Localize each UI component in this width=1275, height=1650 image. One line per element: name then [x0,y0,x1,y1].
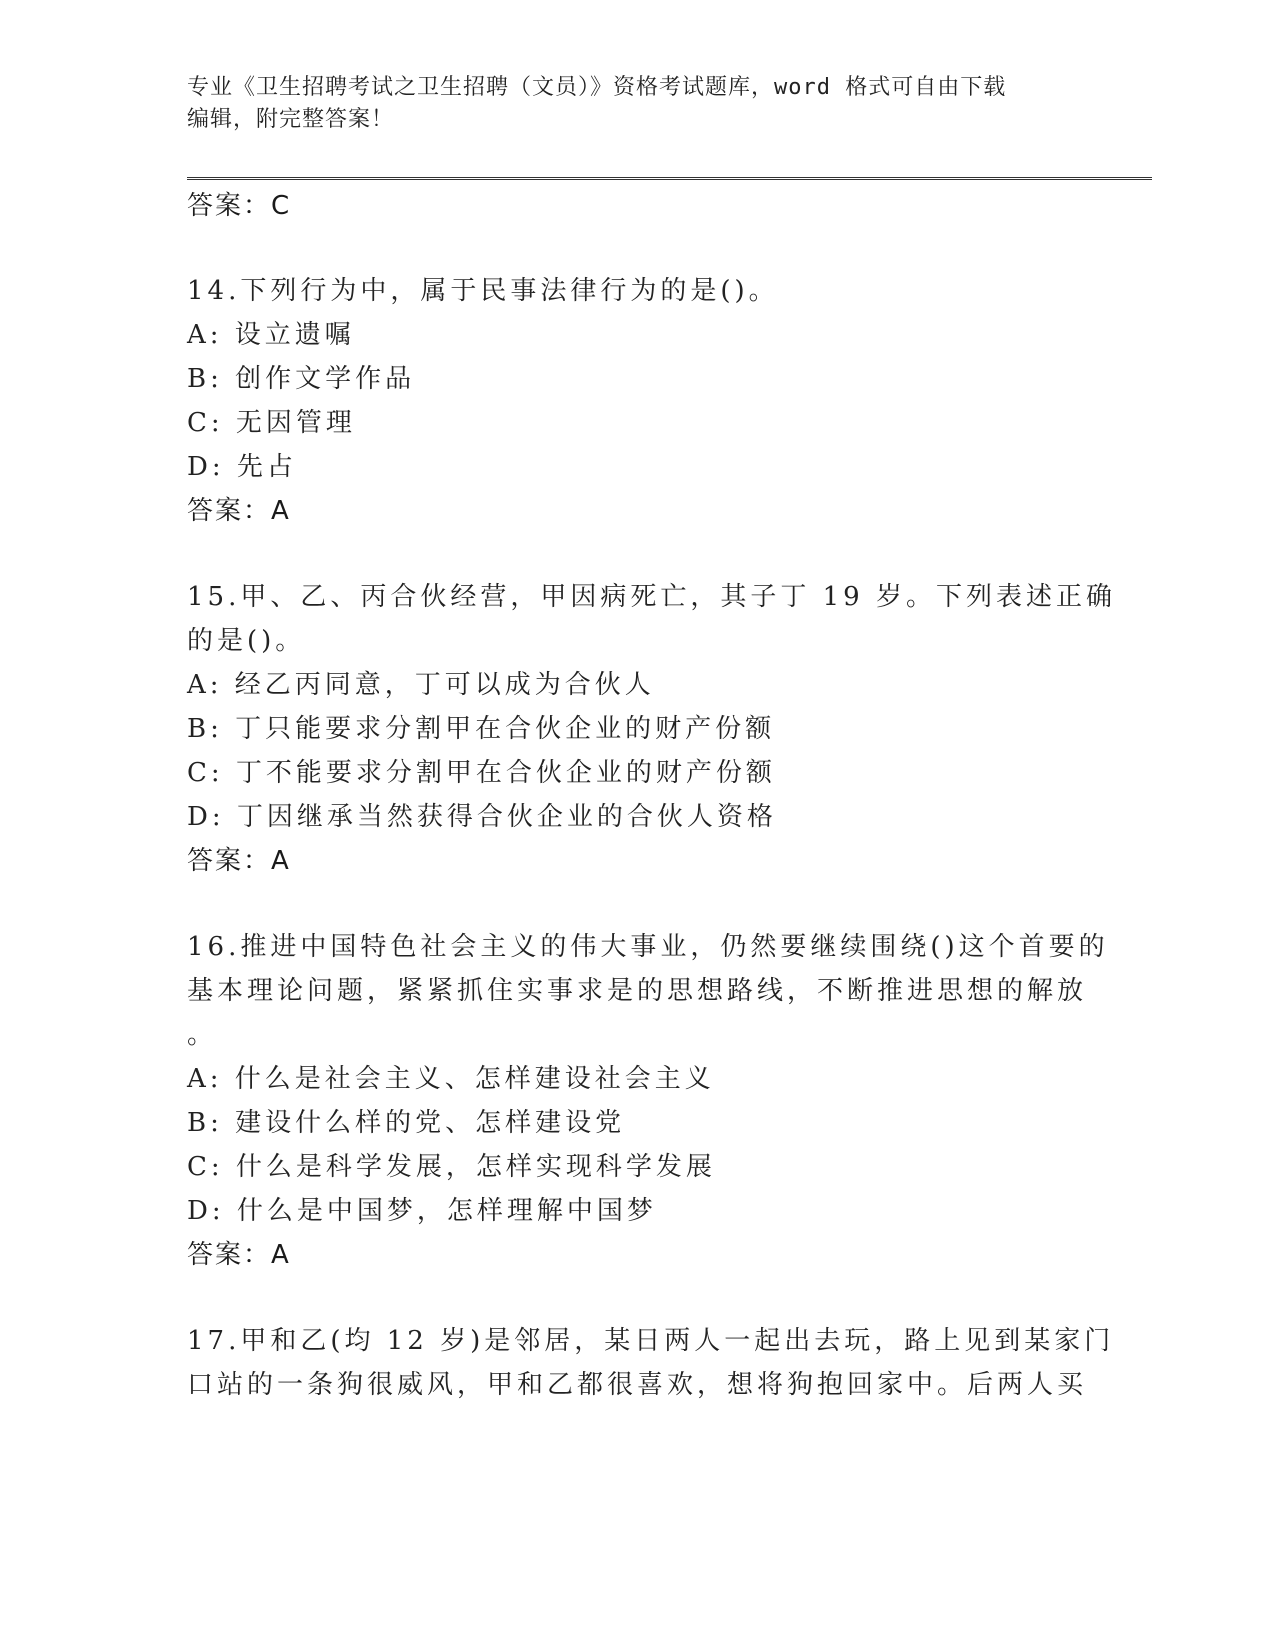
question-16-stem-line-2: 基本理论问题，紧紧抓住实事求是的思想路线，不断推进思想的解放 [187,976,1088,1006]
question-16-stem-line-1: 16.推进中国特色社会主义的伟大事业，仍然要继续围绕()这个首要的 [187,932,1109,962]
question-15-option-b: B: 丁只能要求分割甲在合伙企业的财产份额 [187,714,776,744]
question-16-stem-line-3: 。 [187,1020,218,1050]
question-14-answer: 答案：A [187,496,291,526]
question-15-stem-line-1: 15.甲、乙、丙合伙经营，甲因病死亡，其子丁 19 岁。下列表述正确 [187,582,1116,612]
question-17-stem-line-2: 口站的一条狗很威风，甲和乙都很喜欢，想将狗抱回家中。后两人买 [187,1370,1088,1400]
header-line-1: 专业《卫生招聘考试之卫生招聘（文员）》资格考试题库，word 格式可自由下载 [187,75,1007,100]
question-17-stem-line-1: 17.甲和乙(均 12 岁)是邻居，某日两人一起出去玩，路上见到某家门 [187,1326,1115,1356]
question-16-option-d: D: 什么是中国梦，怎样理解中国梦 [187,1196,657,1226]
question-14-option-b: B: 创作文学作品 [187,364,416,394]
question-16-answer: 答案：A [187,1240,291,1270]
question-15-option-a: A: 经乙丙同意，丁可以成为合伙人 [187,670,655,700]
document-header [187,72,1067,136]
question-15-option-c: C: 丁不能要求分割甲在合伙企业的财产份额 [187,758,776,788]
question-16-option-b: B: 建设什么样的党、怎样建设党 [187,1108,626,1138]
question-14-stem: 14.下列行为中，属于民事法律行为的是()。 [187,276,779,306]
header-line-2: 编辑，附完整答案！ [187,107,395,132]
question-15-option-d: D: 丁因继承当然获得合伙企业的合伙人资格 [187,802,777,832]
question-14-option-a: A: 设立遗嘱 [187,320,355,350]
question-15-answer: 答案：A [187,846,291,876]
question-14-option-d: D: 先占 [187,452,297,482]
question-15-stem-line-2: 的是()。 [187,626,306,656]
answer-line: 答案：C [187,191,292,221]
question-14-option-c: C: 无因管理 [187,408,356,438]
question-16-option-a: A: 什么是社会主义、怎样建设社会主义 [187,1064,715,1094]
header-divider [187,177,1152,180]
question-16-option-c: C: 什么是科学发展，怎样实现科学发展 [187,1152,716,1182]
